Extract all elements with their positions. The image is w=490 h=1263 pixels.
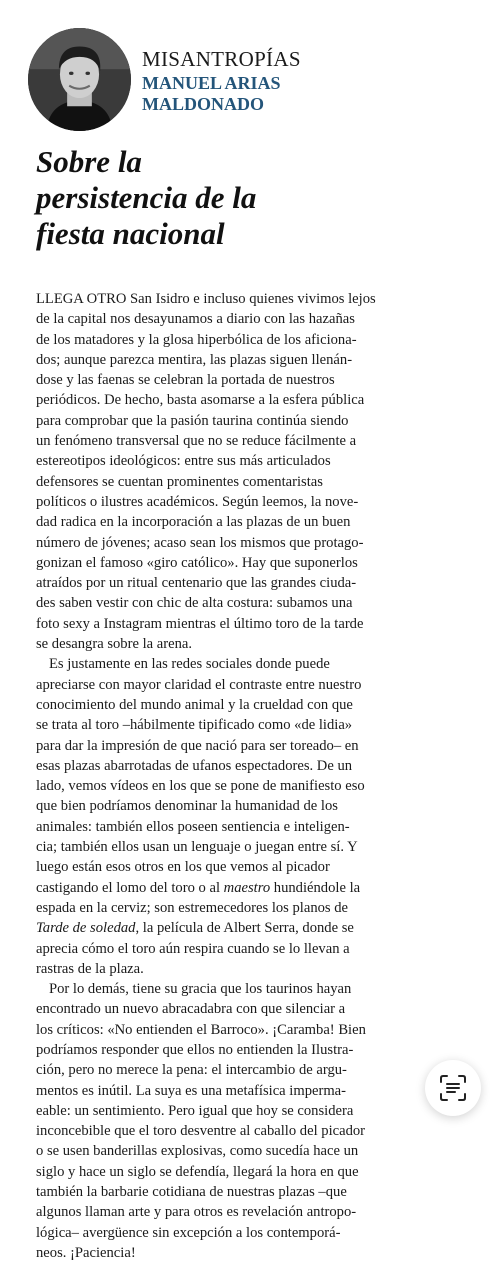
author-name-line: MALDONADO [142,94,264,114]
text-line: espada en la cerviz; son estremecedores los planos de [36,899,349,916]
text-line: ción, pero no merece la pena: el intercambio de argu- [36,1062,347,1079]
text-line: también la barbarie cotidiana de nuestras plazas –que [36,1184,347,1201]
text-line: defensores se cuentan prominentes comentaristas [36,473,323,490]
text-line [36,878,454,898]
article-body [36,289,454,1263]
headline-line: fiesta nacional [36,216,225,251]
paragraph-3 [36,979,454,1263]
text-line: un fenómeno transversal que no se reduce fácilmente a [36,433,357,450]
text-line: dose y las faenas se celebran la portada de nuestros [36,372,335,389]
author-avatar [28,28,131,131]
text-line: que bien podríamos denominar la humanidad de los [36,798,338,815]
film-title: Tarde de soledad [36,920,136,937]
text-line: des saben vestir con chic de alta costura: subamos una [36,595,353,612]
text-line: apreciarse con mayor claridad el contraste entre nuestro [36,676,362,693]
text-line: mentos es inútil. La suya es una metafísica imperma- [36,1082,347,1099]
text-line: para comprobar que la pasión taurina continúa siendo [36,412,349,429]
italic-term: maestro [223,879,271,896]
author-name [142,73,342,115]
column-header [0,0,490,140]
text-line: se desangra sobre la arena. [36,636,192,653]
text-line: siglo y hace un siglo se defendía, llegará la hora en que [36,1163,359,1180]
live-text-button[interactable] [425,1060,481,1116]
text-line: rastras de la plaza. [36,960,144,977]
article-headline [36,144,456,252]
text-line: dad radica en la incorporación a las plazas de un buen [36,514,351,531]
text-line: LLEGA OTRO San Isidro e incluso quienes vivimos lejos [36,291,376,307]
text-line: encontrado un nuevo abracadabra con que silenciar a [36,1001,346,1018]
text-line: inconcebible que el toro desventre al caballo del picador [36,1123,366,1140]
text-line: de los matadores y la glosa hiperbólica de los aficiona- [36,331,357,348]
text-line: políticos o ilustres académicos. Según leemos, la nove- [36,493,359,510]
text-line: se trata al toro –hábilmente tipificado como «de lidia» [36,717,353,734]
text-line: atraídos por un ritual centenario que las grandes ciuda- [36,575,357,592]
text-line: eable: un sentimiento. Pero igual que hoy se considera [36,1102,354,1119]
headline-line: Sobre la [36,144,142,179]
text-line: lógica– avergüence sin excepción a los contemporá- [36,1224,341,1241]
text-scan-icon [438,1073,468,1103]
text-line: algunos llaman arte y para otros es revelación antropo- [36,1204,357,1221]
text-run: castigando el lomo del toro o al [36,879,224,896]
headline-line: persistencia de la [36,180,257,215]
text-line: esas plazas abarrotadas de ufanos espectadores. De un [36,757,353,774]
text-line: número de jóvenes; acaso sean los mismos que protago- [36,534,364,551]
text-line: de la capital nos desayunamos a diario con las hazañas [36,311,355,328]
text-line: para dar la impresión de que nació para ser toreado– en [36,737,359,754]
text-line: foto sexy a Instagram mientras el último toro de la tarde [36,615,364,632]
author-portrait-icon [28,28,131,131]
text-line: luego están esos otros en los que vemos al picador [36,859,330,876]
text-line: Por lo demás, tiene su gracia que los taurinos hayan [49,981,352,998]
text-line: animales: también ellos poseen sentiencia e inteligen- [36,818,350,835]
column-section-title: MISANTROPÍAS [142,47,301,71]
text-run: hundiéndole la [270,879,361,896]
text-line: Es justamente en las redes sociales donde puede [49,656,330,673]
text-line: los críticos: «No entienden el Barroco». ¡Caramba! Bien [36,1021,366,1038]
text-line: gonizan el famoso «giro católico». Hay que suponerlos [36,554,358,571]
author-name-line: MANUEL ARIAS [142,73,281,93]
text-line: dos; aunque parezca mentira, las plazas siguen llenán- [36,351,353,368]
paragraph-2 [36,654,454,979]
text-line: aprecia cómo el toro aún respira cuando se lo llevan a [36,940,350,957]
text-line: podríamos responder que ellos no entienden la Ilustra- [36,1041,354,1058]
text-line: estereotipos ideológicos: entre sus más articulados [36,453,331,470]
text-line: lado, vemos vídeos en los que se pone de manifiesto eso [36,778,365,795]
text-run: , la película de Albert Serra, donde se [135,920,354,937]
paragraph-1 [36,289,454,654]
text-line: cia; también ellos usan un lenguaje o juegan entre sí. Y [36,839,358,856]
text-line: o se usen banderillas explosivas, como sucedía hace un [36,1143,359,1160]
text-line: neos. ¡Paciencia! [36,1244,136,1261]
text-line: periódicos. De hecho, basta asomarse a la esfera pública [36,392,365,409]
text-line [36,918,454,938]
text-line: conocimiento del mundo animal y la crueldad con que [36,696,353,713]
